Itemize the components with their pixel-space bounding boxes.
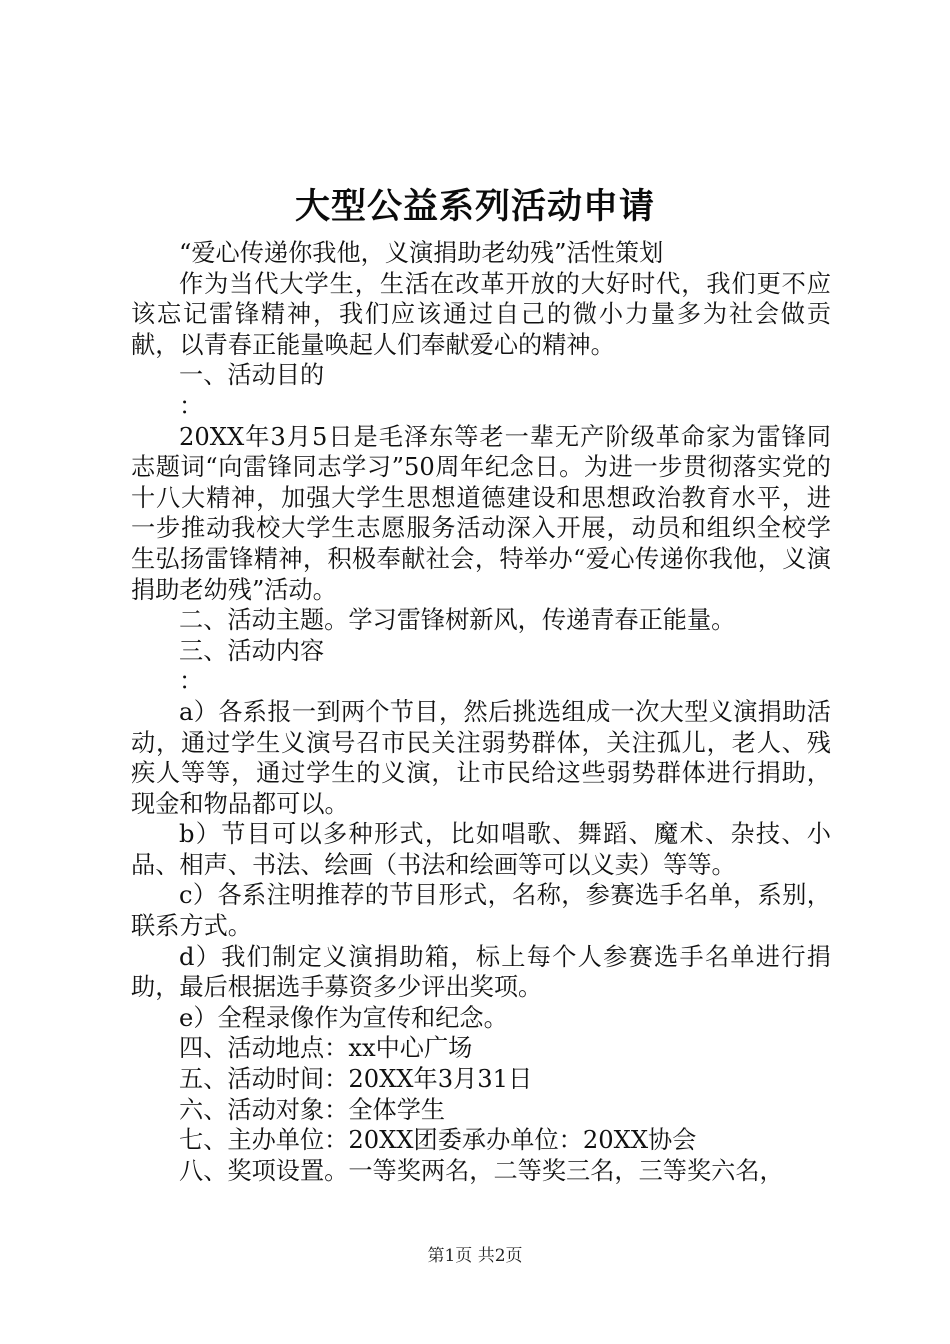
colon-line: ： [179,391,204,420]
section-audience: 六、活动对象：全体学生 [179,1095,446,1124]
content-item-d: d）我们制定义演捐助箱，标上每个人参赛选手名单进行捐助，最后根据选手募资多少评出奖项。 [131,942,831,1002]
page-footer: 第1页 共2页 [427,1246,523,1266]
subtitle-paragraph: “爱心传递你我他，义演捐助老幼残”活性策划 [179,239,664,267]
section-time: 五、活动时间：20XX年3月31日 [179,1065,533,1094]
content-item-a: a）各系报一到两个节目，然后挑选组成一次大型义演捐助活动，通过学生义演号召市民关注弱势群体，关注孤儿，老人、残疾人等等，通过学生的义演，让市民给这些弱势群体进行捐助，现金和物品都可以。 [131,697,831,818]
section-heading-purpose: 一、活动目的 [179,361,325,390]
section-awards: 八、奖项设置。一等奖两名，二等奖三名，三等奖六名， [179,1156,784,1185]
content-item-b: b）节目可以多种形式，比如唱歌、舞蹈、魔术、杂技、小品、相声、书法、绘画（书法和绘画等可以义卖）等等。 [131,820,831,879]
purpose-paragraph: 20XX年3月5日是毛泽东等老一辈无产阶级革命家为雷锋同志题词“向雷锋同志学习”50周年纪念日。为进一步贯彻落实党的十八大精神，加强大学生思想道德建设和思想政治教育水平，进一步推动我校大学生志愿服务活动深入开展，动员和组织全校学生弘扬雷锋精神，积极奉献社会，特举办“爱心传递你我他，义演捐助老幼残”活动。 [131,422,831,604]
content-item-c: c）各系注明推荐的节目形式，名称，参赛选手名单，系别，联系方式。 [131,881,831,941]
document-title: 大型公益系列活动申请 [294,187,655,227]
section-heading-theme: 二、活动主题。学习雷锋树新风，传递青春正能量。 [179,606,736,635]
section-location: 四、活动地点：xx中心广场 [179,1034,473,1063]
document-body [131,238,831,1186]
content-item-e: e）全程录像作为宣传和纪念。 [179,1003,508,1032]
section-heading-content: 三、活动内容 [179,636,325,665]
section-organizers: 七、主办单位：20XX团委承办单位：20XX协会 [179,1126,697,1155]
intro-paragraph: 作为当代大学生，生活在改革开放的大好时代，我们更不应该忘记雷锋精神，我们应该通过自己的微小力量多为社会做贡献，以青春正能量唤起人们奉献爱心的精神。 [131,269,831,359]
colon-line: ： [179,667,204,696]
